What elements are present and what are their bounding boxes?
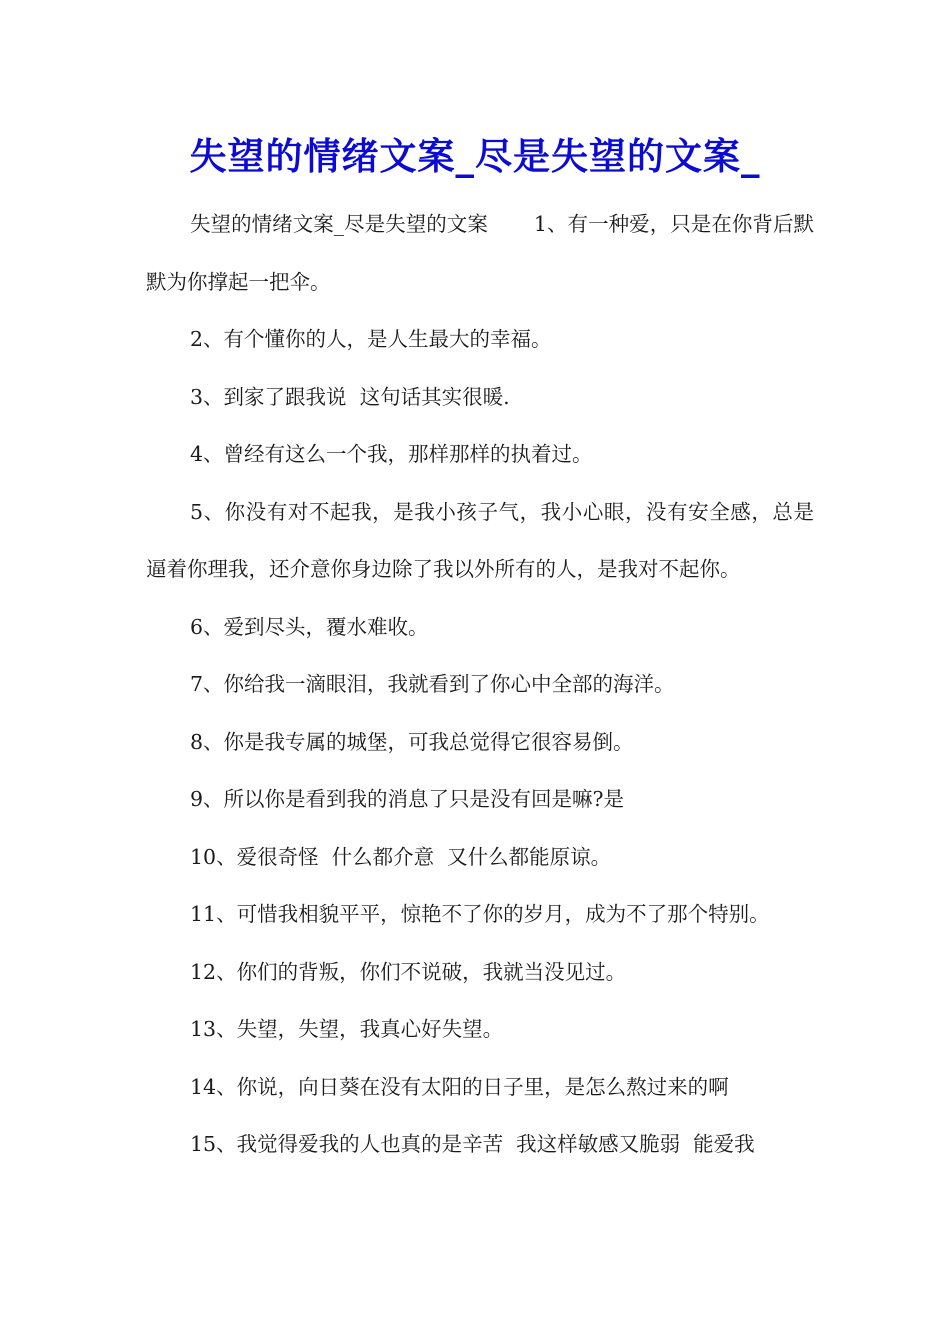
- paragraph-12: 12、你们的背叛，你们不说破，我就当没见过。: [190, 959, 627, 984]
- intro-paragraph: [146, 196, 814, 311]
- intro-heading: 失望的情绪文案_尽是失望的文案: [190, 212, 488, 236]
- paragraph-2: 2、有个懂你的人，是人生最大的幸福。: [190, 327, 552, 351]
- paragraph-6: 6、爱到尽头，覆水难收。: [190, 614, 429, 639]
- paragraph-13: 13、失望，失望，我真心好失望。: [190, 1017, 504, 1041]
- document-body: [146, 196, 814, 1174]
- paragraph-4: 4、曾经有这么一个我，那样那样的执着过。: [190, 442, 593, 466]
- paragraph-8: 8、你是我专属的城堡，可我总觉得它很容易倒。: [190, 729, 634, 754]
- paragraph-15: 15、我觉得爱我的人也真的是辛苦 我这样敏感又脆弱 能爱我: [190, 1132, 755, 1156]
- paragraph-5: 5、你没有对不起我，是我小孩子气，我小心眼，没有安全感，总是逼着你理我，还介意你身边除了我以外所有的人，是我对不起你。: [146, 499, 814, 581]
- paragraph-9: 9、所以你是看到我的消息了只是没有回是嘛?是: [190, 787, 625, 811]
- paragraph-11: 11、可惜我相貌平平，惊艳不了你的岁月，成为不了那个特别。: [190, 902, 770, 926]
- paragraph-7: 7、你给我一滴眼泪，我就看到了你心中全部的海洋。: [190, 672, 675, 696]
- paragraph-3: 3、到家了跟我说 这句话其实很暖.: [190, 384, 510, 409]
- document-title: 失望的情绪文案_尽是失望的文案_: [189, 134, 761, 178]
- paragraph-14: 14、你说，向日葵在没有太阳的日子里，是怎么熬过来的啊: [190, 1074, 729, 1099]
- paragraph-10: 10、爱很奇怪 什么都介意 又什么都能原谅。: [190, 844, 612, 869]
- intro-text: 1、有一种爱，只是在你背后默默为你撑起一把伞。: [146, 212, 815, 294]
